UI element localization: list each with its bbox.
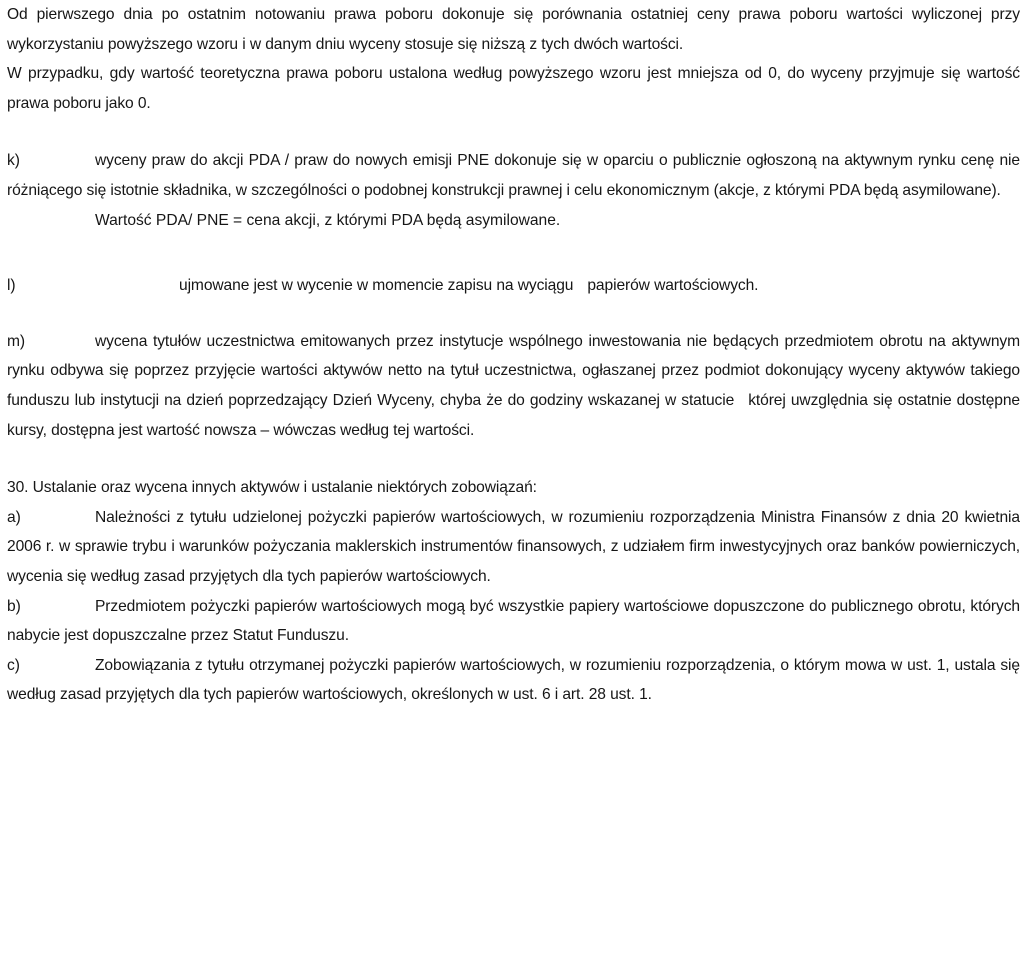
item-m <box>7 327 1020 445</box>
item-m-text-b: której uwzględnia się ostatnie dostępne kursy, dostępna jest wartość nowsza – wówczas według tej wartości. <box>7 391 1020 439</box>
item-m-label: m) <box>7 332 25 350</box>
section-30-item-a-text: Należności z tytułu udzielonej pożyczki papierów wartościowych, w rozumieniu rozporządzenia Ministra Finansów z dnia 20 kwietnia 2006 r. w sprawie trybu i warunków pożyczania maklerskich instrumentów finansowych, z udziałem firm inwestycyjnych oraz banków powierniczych, wycenia się według zasad przyjętych dla tych papierów wartościowych. <box>7 508 1020 585</box>
item-l <box>7 271 1020 301</box>
item-l-text-b: papierów wartościowych. <box>587 277 759 295</box>
intro-paragraph-1: Od pierwszego dnia po ostatnim notowaniu prawa poboru dokonuje się porównania ostatniej ceny prawa poboru wartości wyliczonej przy wykorzystaniu powyższego wzoru i w danym dniu wyceny stosuje się niższą z tych dwóch wartości. <box>7 6 1020 53</box>
item-k-formula: Wartość PDA/ PNE = cena akcji, z którymi PDA będą asymilowane. <box>95 211 561 229</box>
item-k-text: wyceny praw do akcji PDA / praw do nowych emisji PNE dokonuje się w oparciu o publicznie ogłoszoną na aktywnym rynku cenę nie różniącego się istotnie składnika, w szczególności o podobnej konstrukcji prawnej i celu ekonomicznym (akcje, z którymi PDA będą asymilowane). <box>7 152 1020 199</box>
item-m-text-a: wycena tytułów uczestnictwa emitowanych przez instytucje wspólnego inwestowania nie będących przedmiotem obrotu na aktywnym rynku odbywa się poprzez przyjęcie wartości aktywów netto na tytuł uczestnictwa, ogłaszanej przez podmiot dokonujący wyceny aktywów takiego funduszu lub instytucji na dzień poprzedzający Dzień Wyceny, chyba że do godziny wskazanej w statucie <box>7 332 1020 409</box>
section-30-item-c-text: Zobowiązania z tytułu otrzymanej pożyczki papierów wartościowych, w rozumieniu rozporządzenia, o którym mowa w ust. 1, ustala się według zasad przyjętych dla tych papierów wartościowych, określonych w ust. 6 i art. 28 ust. 1. <box>7 656 1020 704</box>
section-30-item-a <box>7 503 1020 592</box>
section-30-item-c <box>7 651 1020 710</box>
item-l-label: l) <box>7 277 16 295</box>
item-k-label: k) <box>7 152 20 170</box>
section-30-item-b <box>7 592 1020 651</box>
intro-paragraph-2: W przypadku, gdy wartość teoretyczna prawa poboru ustalona według powyższego wzoru jest mniejsza od 0, do wyceny przyjmuje się wartość prawa poboru jako 0. <box>7 65 1020 112</box>
section-30-item-b-text: Przedmiotem pożyczki papierów wartościowych mogą być wszystkie papiery wartościowe dopuszczone do publicznego obrotu, których nabycie jest dopuszczalne przez Statut Funduszu. <box>7 597 1020 645</box>
section-30-item-c-label: c) <box>7 656 20 674</box>
item-k <box>7 146 1020 205</box>
section-30-item-a-label: a) <box>7 508 21 526</box>
section-30-heading: 30. Ustalanie oraz wycena innych aktywów i ustalanie niektórych zobowiązań: <box>7 479 537 497</box>
item-l-text-a: ujmowane jest w wycenie w momencie zapisu na wyciągu <box>179 277 574 295</box>
section-30-item-b-label: b) <box>7 597 21 615</box>
document-page <box>7 0 1020 963</box>
